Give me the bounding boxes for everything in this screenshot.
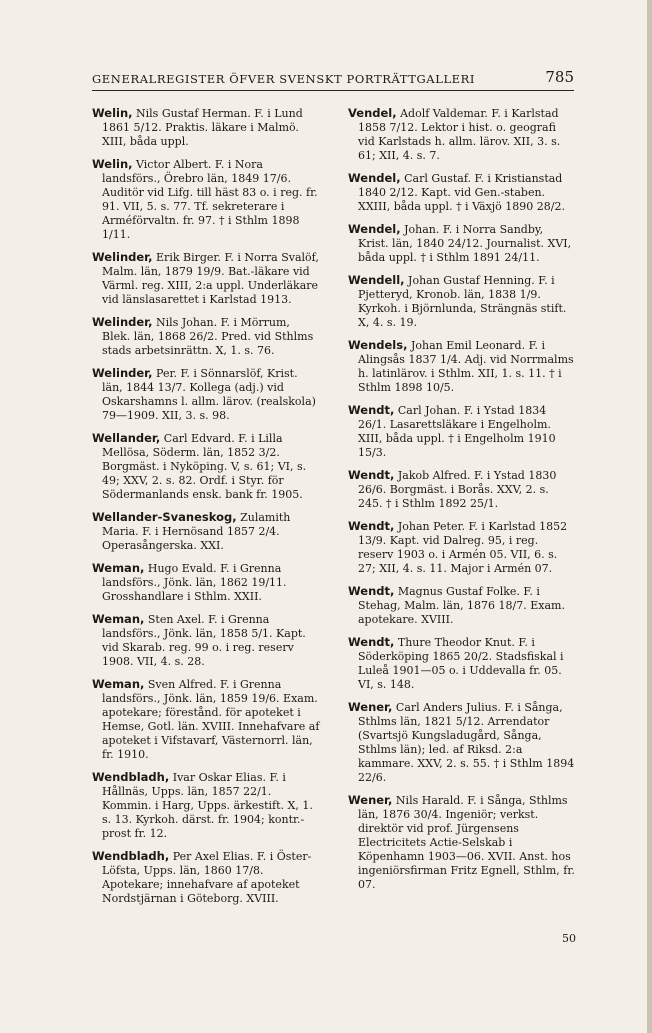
register-entry	[92, 366, 320, 423]
entry-name: Wendt,	[348, 519, 395, 533]
entry-text: Carl Edvard. F. i Lilla Mellösa, Söderm. län, 1852 3/2. Borgmäst. i Nyköping. V, s. 61; VI, s. 49; XXV, 2. s. 82. Ordf. i Styr. för Södermanlands ensk. bank fr. 1905.	[102, 432, 307, 501]
entry-text: Johan Emil Leonard. F. i Alingsås 1837 1/4. Adj. vid Norrmalms h. latinlärov. i Sthlm. XII, 1. s. 11. † i Sthlm 1898 10/5.	[358, 339, 574, 394]
entry-text: Carl Anders Julius. F. i Sånga, Sthlms län, 1821 5/12. Arrendator (Svartsjö Kungsladugård, Sånga, Sthlms län); led. af Riksd. 2:a kammare. XXV, 2. s. 55. † i Sthlm 1894 22/6.	[358, 701, 575, 784]
entry-name: Wendel,	[348, 222, 401, 236]
entry-name: Weman,	[92, 677, 145, 691]
register-entry	[348, 171, 576, 214]
entry-name: Wener,	[348, 793, 393, 807]
entry-text: Magnus Gustaf Folke. F. i Stehag, Malm. län, 1876 18/7. Exam. apotekare. XVIII.	[358, 585, 565, 626]
entry-name: Wellander,	[92, 431, 161, 445]
register-entry	[348, 403, 576, 460]
entry-name: Wendt,	[348, 403, 395, 417]
register-entry	[92, 677, 320, 762]
register-entry	[92, 561, 320, 604]
register-entry	[92, 770, 320, 841]
right-column	[348, 106, 576, 900]
page-edge	[647, 0, 652, 1033]
entry-text: Per. F. i Sönnarslöf, Krist. län, 1844 13/7. Kollega (adj.) vid Oskarshamns l. allm. lärov. (realskola) 79—1909. XII, 3. s. 98.	[102, 367, 316, 422]
entry-text: Erik Birger. F. i Norra Svalöf, Malm. län, 1879 19/9. Bat.-läkare vid Värml. reg. XIII, 2:a uppl. Underläkare vid länslasarettet i Karlstad 1913.	[102, 251, 319, 306]
entry-name: Welinder,	[92, 250, 153, 264]
entry-name: Wendell,	[348, 273, 405, 287]
register-entry	[348, 468, 576, 511]
entry-name: Welinder,	[92, 315, 153, 329]
entry-text: Hugo Evald. F. i Grenna landsförs., Jönk. län, 1862 19/11. Grosshandlare i Sthlm. XXII.	[102, 562, 287, 603]
register-entry	[92, 157, 320, 242]
running-title: GENERALREGISTER ÖFVER SVENSKT PORTRÄTTGALLERI	[92, 72, 476, 86]
entry-text: Adolf Valdemar. F. i Karlstad 1858 7/12. Lektor i hist. o. geografi vid Karlstads h. allm. lärov. XII, 3. s. 61; XII, 4. s. 7.	[358, 107, 561, 162]
register-entry	[348, 700, 576, 785]
register-entry	[348, 584, 576, 627]
page-header	[92, 68, 574, 91]
register-entry	[92, 431, 320, 502]
entry-name: Wendt,	[348, 468, 395, 482]
register-entry	[348, 635, 576, 692]
entry-name: Wendt,	[348, 584, 395, 598]
entry-text: Johan Peter. F. i Karlstad 1852 13/9. Kapt. vid Dalreg. 95, i reg. reserv 1903 o. i Armén 05. VII, 6. s. 27; XII, 4. s. 11. Major i Armén 07.	[358, 520, 568, 575]
register-entry	[92, 612, 320, 669]
entry-name: Welin,	[92, 157, 133, 171]
entry-name: Wendbladh,	[92, 770, 170, 784]
register-entry	[348, 338, 576, 395]
entry-name: Welinder,	[92, 366, 153, 380]
page-number: 785	[545, 68, 574, 86]
register-entry	[92, 250, 320, 307]
entry-name: Vendel,	[348, 106, 397, 120]
entry-text: Johan Gustaf Henning. F. i Pjetteryd, Kronob. län, 1838 1/9. Kyrkoh. i Björnlunda, Strängnäs stift. X, 4. s. 19.	[358, 274, 567, 329]
entry-text: Per Axel Elias. F. i Öster-Löfsta, Upps. län, 1860 17/8. Apotekare; innehafvare af apoteket Nordstjärnan i Göteborg. XVIII.	[102, 850, 312, 905]
register-entry	[92, 315, 320, 358]
register-entry	[92, 510, 320, 553]
entry-text: Zulamith Maria. F. i Hernösand 1857 2/4. Operasångerska. XXI.	[102, 511, 291, 552]
entry-name: Weman,	[92, 561, 145, 575]
register-entry	[92, 106, 320, 149]
entry-text: Thure Theodor Knut. F. i Söderköping 1865 20/2. Stadsfiskal i Luleå 1901—05 o. i Uddevalla fr. 05. VI, s. 148.	[358, 636, 564, 691]
entry-text: Carl Gustaf. F. i Kristianstad 1840 2/12. Kapt. vid Gen.-staben. XXIII, båda uppl. † i Växjö 1890 28/2.	[358, 172, 565, 213]
entry-text: Ivar Oskar Elias. F. i Hållnäs, Upps. län, 1857 22/1. Kommin. i Harg, Upps. ärkestift. X, 1. s. 13. Kyrkoh. därst. fr. 1904; kontr.-prost fr. 12.	[102, 771, 313, 840]
register-entry	[348, 106, 576, 163]
entry-text: Nils Johan. F. i Mörrum, Blek. län, 1868 26/2. Pred. vid Sthlms stads arbetsinrättn. X, 1. s. 76.	[102, 316, 314, 357]
entry-text: Johan. F. i Norra Sandby, Krist. län, 1840 24/12. Journalist. XVI, båda uppl. † i Sthlm 1891 24/11.	[358, 223, 572, 264]
entry-name: Wendt,	[348, 635, 395, 649]
entry-name: Wendels,	[348, 338, 408, 352]
entry-text: Nils Gustaf Herman. F. i Lund 1861 5/12. Praktis. läkare i Malmö. XIII, båda uppl.	[102, 107, 303, 148]
entry-text: Sven Alfred. F. i Grenna landsförs., Jönk. län, 1859 19/6. Exam. apotekare; förestånd. för apoteket i Hemse, Gotl. län. XVIII. Innehafvare af apoteket i Vifstavarf, Västernorrl. län, fr. 1910.	[102, 678, 320, 761]
register-entry	[92, 849, 320, 906]
register-entry	[348, 793, 576, 892]
entry-name: Welin,	[92, 106, 133, 120]
entry-text: Sten Axel. F. i Grenna landsförs., Jönk. län, 1858 5/1. Kapt. vid Skarab. reg. 99 o. i reg. reserv 1908. VII, 4. s. 28.	[102, 613, 306, 668]
entry-text: Nils Harald. F. i Sånga, Sthlms län, 1876 30/4. Ingeniör; verkst. direktör vid prof. Jürgensens Electricitets Actie-Selskab i Köpenhamn 1903—06. XVII. Anst. hos ingeniörsfirman Fritz Egnell, Sthlm, fr. 07.	[358, 794, 575, 891]
register-entry	[348, 222, 576, 265]
entry-text: Jakob Alfred. F. i Ystad 1830 26/6. Borgmäst. i Borås. XXV, 2. s. 245. † i Sthlm 1892 25/1.	[358, 469, 557, 510]
entry-text: Victor Albert. F. i Nora landsförs., Örebro län, 1849 17/6. Auditör vid Lifg. till häst 83 o. i reg. fr. 91. VII, 5. s. 77. Tf. sekreterare i Arméförvaltn. fr. 97. † i Sthlm 1898 1/11.	[102, 158, 318, 241]
entry-name: Wellander-Svaneskog,	[92, 510, 237, 524]
entry-name: Wendel,	[348, 171, 401, 185]
entry-text: Carl Johan. F. i Ystad 1834 26/1. Lasarettsläkare i Engelholm. XIII, båda uppl. † i Engelholm 1910 15/3.	[358, 404, 556, 459]
register-entry	[348, 273, 576, 330]
signature-number: 50	[562, 932, 576, 945]
entry-name: Wendbladh,	[92, 849, 170, 863]
register-entry	[348, 519, 576, 576]
entry-name: Wener,	[348, 700, 393, 714]
left-column	[92, 106, 320, 914]
entry-name: Weman,	[92, 612, 145, 626]
